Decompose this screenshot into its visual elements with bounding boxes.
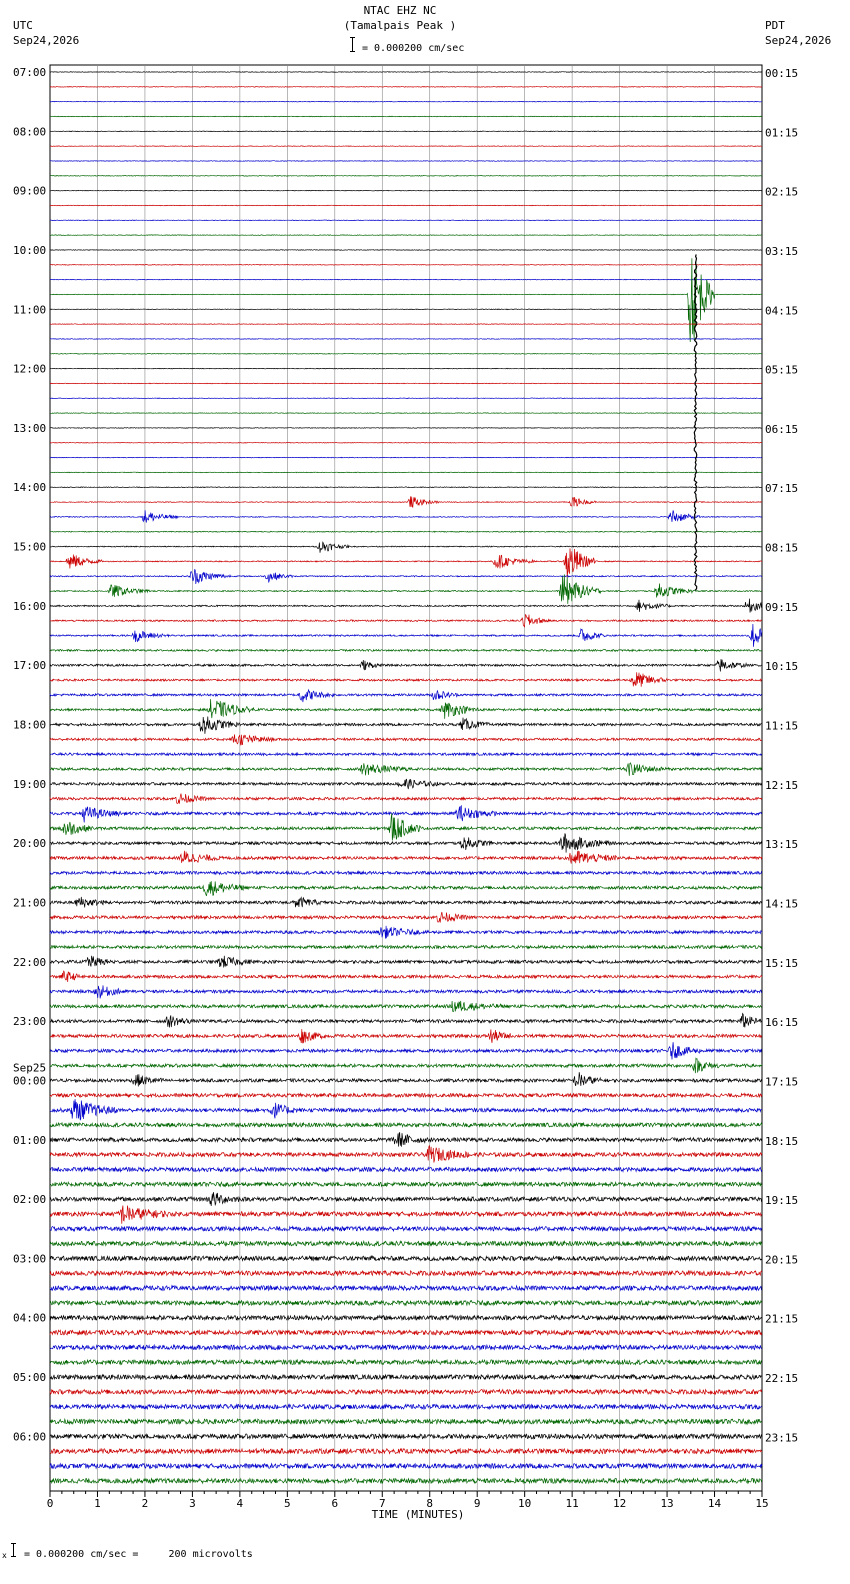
trace-line bbox=[50, 1042, 762, 1059]
right-hour-label: 22:15 bbox=[765, 1372, 799, 1386]
trace-line bbox=[50, 1419, 762, 1424]
trace-line bbox=[50, 1434, 762, 1439]
right-timezone: PDT bbox=[765, 19, 785, 32]
left-hour-label: 03:00 bbox=[13, 1252, 47, 1266]
left-hour-label: 14:00 bbox=[13, 481, 47, 495]
right-date: Sep24,2026 bbox=[765, 34, 832, 47]
trace-line bbox=[50, 1001, 762, 1012]
trace-line bbox=[50, 690, 762, 702]
trace-line bbox=[50, 250, 762, 251]
x-tick-label: 5 bbox=[284, 1497, 291, 1510]
right-hour-label: 19:15 bbox=[765, 1194, 799, 1208]
trace-line bbox=[50, 1286, 762, 1291]
trace-line bbox=[50, 279, 762, 280]
x-tick-label: 12 bbox=[612, 1497, 627, 1510]
trace-line bbox=[50, 72, 762, 73]
trace-line bbox=[50, 574, 762, 604]
trace-line bbox=[50, 205, 762, 206]
footer-scale-label: = 0.000200 cm/sec = 200 microvolts bbox=[24, 1549, 253, 1560]
trace-line bbox=[50, 971, 762, 982]
trace-line bbox=[50, 87, 762, 88]
trace-line bbox=[50, 1404, 762, 1409]
trace-line bbox=[50, 354, 762, 355]
trace-line bbox=[50, 101, 762, 102]
x-tick-label: 14 bbox=[707, 1497, 722, 1510]
trace-line bbox=[50, 779, 762, 789]
left-hour-label: 19:00 bbox=[13, 777, 47, 791]
right-hour-label: 17:15 bbox=[765, 1075, 799, 1089]
trace-line bbox=[50, 614, 762, 627]
trace-line bbox=[50, 548, 762, 577]
trace-line bbox=[50, 1360, 762, 1365]
trace-line bbox=[50, 1464, 762, 1469]
date-change-label: Sep25 bbox=[13, 1061, 47, 1075]
left-hour-label: 20:00 bbox=[13, 837, 47, 851]
trace-line bbox=[50, 1167, 762, 1171]
plot-frame bbox=[50, 65, 762, 1491]
left-hour-label: 04:00 bbox=[13, 1311, 47, 1325]
trace-line bbox=[50, 1099, 762, 1120]
trace-line bbox=[50, 309, 762, 310]
trace-line bbox=[50, 1029, 762, 1043]
right-hour-label: 13:15 bbox=[765, 838, 799, 852]
trace-line bbox=[50, 599, 762, 613]
trace-line bbox=[50, 542, 762, 553]
right-hour-label: 07:15 bbox=[765, 482, 799, 496]
trace-line bbox=[50, 813, 762, 840]
left-hour-label: 22:00 bbox=[13, 955, 47, 969]
left-hour-label: 01:00 bbox=[13, 1133, 47, 1147]
x-tick-label: 6 bbox=[331, 1497, 339, 1510]
trace-line bbox=[50, 763, 762, 776]
x-tick-label: 0 bbox=[46, 1497, 54, 1510]
trace-line bbox=[50, 753, 762, 755]
trace-line bbox=[50, 1133, 762, 1147]
x-tick-label: 13 bbox=[660, 1497, 674, 1510]
trace-line bbox=[50, 116, 762, 117]
right-hour-label: 12:15 bbox=[765, 778, 799, 792]
trace-line bbox=[50, 699, 762, 719]
x-tick-label: 7 bbox=[378, 1497, 386, 1510]
trace-line bbox=[50, 833, 762, 852]
trace-line bbox=[50, 258, 762, 342]
station-title: NTAC EHZ NC bbox=[363, 4, 437, 17]
right-hour-label: 20:15 bbox=[765, 1253, 799, 1267]
left-hour-label: 13:00 bbox=[13, 421, 47, 435]
trace-line bbox=[50, 131, 762, 132]
trace-line bbox=[50, 472, 762, 473]
left-hour-label: 18:00 bbox=[13, 718, 47, 732]
right-hour-label: 14:15 bbox=[765, 897, 799, 911]
right-hour-label: 18:15 bbox=[765, 1134, 799, 1148]
trace-line bbox=[50, 339, 762, 340]
left-hour-label: 07:00 bbox=[13, 66, 47, 79]
right-hour-label: 03:15 bbox=[765, 244, 799, 258]
trace-line bbox=[50, 220, 762, 221]
trace-line bbox=[50, 672, 762, 686]
left-hour-label: 02:00 bbox=[13, 1193, 47, 1207]
trace-line bbox=[50, 413, 762, 414]
right-hour-label: 09:15 bbox=[765, 600, 799, 614]
left-hour-label: 11:00 bbox=[13, 303, 47, 317]
left-hour-label: 15:00 bbox=[13, 540, 47, 554]
trace-line bbox=[50, 659, 762, 671]
trace-line bbox=[50, 235, 762, 236]
right-hour-label: 01:15 bbox=[765, 126, 799, 140]
x-tick-label: 10 bbox=[518, 1497, 532, 1510]
footer-prefix: x bbox=[2, 1551, 7, 1560]
trace-line bbox=[50, 570, 762, 585]
left-hour-label: 17:00 bbox=[13, 659, 47, 673]
trace-line bbox=[50, 1345, 762, 1350]
trace-line bbox=[50, 956, 762, 968]
left-hour-label: 08:00 bbox=[13, 125, 47, 139]
trace-line bbox=[50, 383, 762, 384]
trace-line bbox=[50, 428, 762, 429]
station-location: (Tamalpais Peak ) bbox=[343, 19, 457, 32]
trace-line bbox=[50, 1375, 762, 1380]
trace-line bbox=[50, 1145, 762, 1162]
right-hour-label: 02:15 bbox=[765, 185, 799, 199]
left-timezone: UTC bbox=[13, 19, 33, 32]
right-hour-label: 04:15 bbox=[765, 304, 799, 318]
trace-line bbox=[50, 265, 762, 266]
left-hour-label: 16:00 bbox=[13, 599, 47, 613]
trace-line bbox=[50, 1330, 762, 1335]
left-hour-label: 12:00 bbox=[13, 362, 47, 376]
x-tick-label: 2 bbox=[141, 1497, 149, 1510]
trace-line bbox=[50, 717, 762, 734]
trace-line bbox=[50, 443, 762, 444]
x-tick-label: 15 bbox=[755, 1497, 769, 1510]
trace-line bbox=[50, 1206, 762, 1224]
trace-line bbox=[50, 871, 762, 874]
scale-label: = 0.000200 cm/sec bbox=[362, 43, 465, 54]
left-hour-label: 09:00 bbox=[13, 184, 47, 198]
trace-line bbox=[50, 531, 762, 532]
trace-line bbox=[50, 510, 762, 522]
trace-line bbox=[50, 1123, 762, 1127]
trace-line bbox=[50, 1301, 762, 1306]
left-date: Sep24,2026 bbox=[13, 34, 80, 47]
footer-scale-bar-icon bbox=[11, 1543, 16, 1557]
trace-line bbox=[50, 1094, 762, 1098]
trace-line bbox=[50, 324, 762, 325]
x-tick-label: 3 bbox=[189, 1497, 196, 1510]
trace-line bbox=[50, 624, 762, 647]
left-hour-label: 23:00 bbox=[13, 1015, 47, 1029]
right-hour-label: 06:15 bbox=[765, 422, 799, 436]
trace-line bbox=[50, 897, 762, 908]
left-hour-label: 10:00 bbox=[13, 243, 47, 257]
trace-line bbox=[50, 734, 762, 745]
left-hour-label: 05:00 bbox=[13, 1371, 47, 1385]
trace-line bbox=[50, 161, 762, 162]
x-axis-title: TIME (MINUTES) bbox=[371, 1508, 465, 1521]
right-hour-label: 00:15 bbox=[765, 67, 799, 80]
trace-line bbox=[50, 1449, 762, 1454]
trace-line bbox=[50, 398, 762, 399]
trace-line bbox=[50, 946, 762, 949]
trace-line bbox=[50, 1241, 762, 1246]
x-tick-label: 9 bbox=[473, 1497, 481, 1510]
right-hour-label: 15:15 bbox=[765, 956, 799, 970]
trace-line bbox=[50, 1390, 762, 1395]
right-hour-label: 10:15 bbox=[765, 660, 799, 674]
trace-line bbox=[50, 176, 762, 177]
trace-line bbox=[50, 926, 762, 939]
trace-line bbox=[50, 146, 762, 147]
right-hour-label: 08:15 bbox=[765, 541, 799, 555]
right-hour-label: 11:15 bbox=[765, 719, 799, 733]
trace-line bbox=[50, 1479, 762, 1484]
trace-line bbox=[50, 1256, 762, 1261]
trace-line bbox=[50, 1315, 762, 1320]
left-hour-label: 00:00 bbox=[13, 1074, 47, 1088]
left-hour-label: 06:00 bbox=[13, 1430, 47, 1444]
right-hour-label: 21:15 bbox=[765, 1312, 799, 1326]
trace-line bbox=[50, 806, 762, 823]
trace-line bbox=[50, 881, 762, 896]
trace-line bbox=[50, 1072, 762, 1086]
trace-line bbox=[50, 487, 762, 488]
right-hour-label: 05:15 bbox=[765, 363, 799, 377]
trace-line bbox=[50, 985, 762, 998]
x-tick-label: 4 bbox=[236, 1497, 244, 1510]
trace-line bbox=[50, 912, 762, 923]
trace-line bbox=[50, 496, 762, 507]
trace-line bbox=[50, 1192, 762, 1206]
trace-line bbox=[50, 368, 762, 369]
x-tick-label: 1 bbox=[94, 1497, 101, 1510]
trace-line bbox=[50, 1014, 762, 1028]
x-tick-label: 11 bbox=[565, 1497, 579, 1510]
right-hour-label: 16:15 bbox=[765, 1016, 799, 1030]
trace-line bbox=[50, 1227, 762, 1231]
right-hour-label: 23:15 bbox=[765, 1431, 799, 1445]
trace-line bbox=[50, 457, 762, 458]
trace-line bbox=[50, 851, 762, 864]
trace-line bbox=[50, 650, 762, 652]
x-tick-label: 8 bbox=[426, 1497, 434, 1510]
trace-line bbox=[50, 794, 762, 804]
trace-line bbox=[50, 1058, 762, 1073]
trace-line bbox=[50, 1182, 762, 1186]
trace-line bbox=[50, 1271, 762, 1276]
trace-line bbox=[50, 190, 762, 191]
left-hour-label: 21:00 bbox=[13, 896, 47, 910]
